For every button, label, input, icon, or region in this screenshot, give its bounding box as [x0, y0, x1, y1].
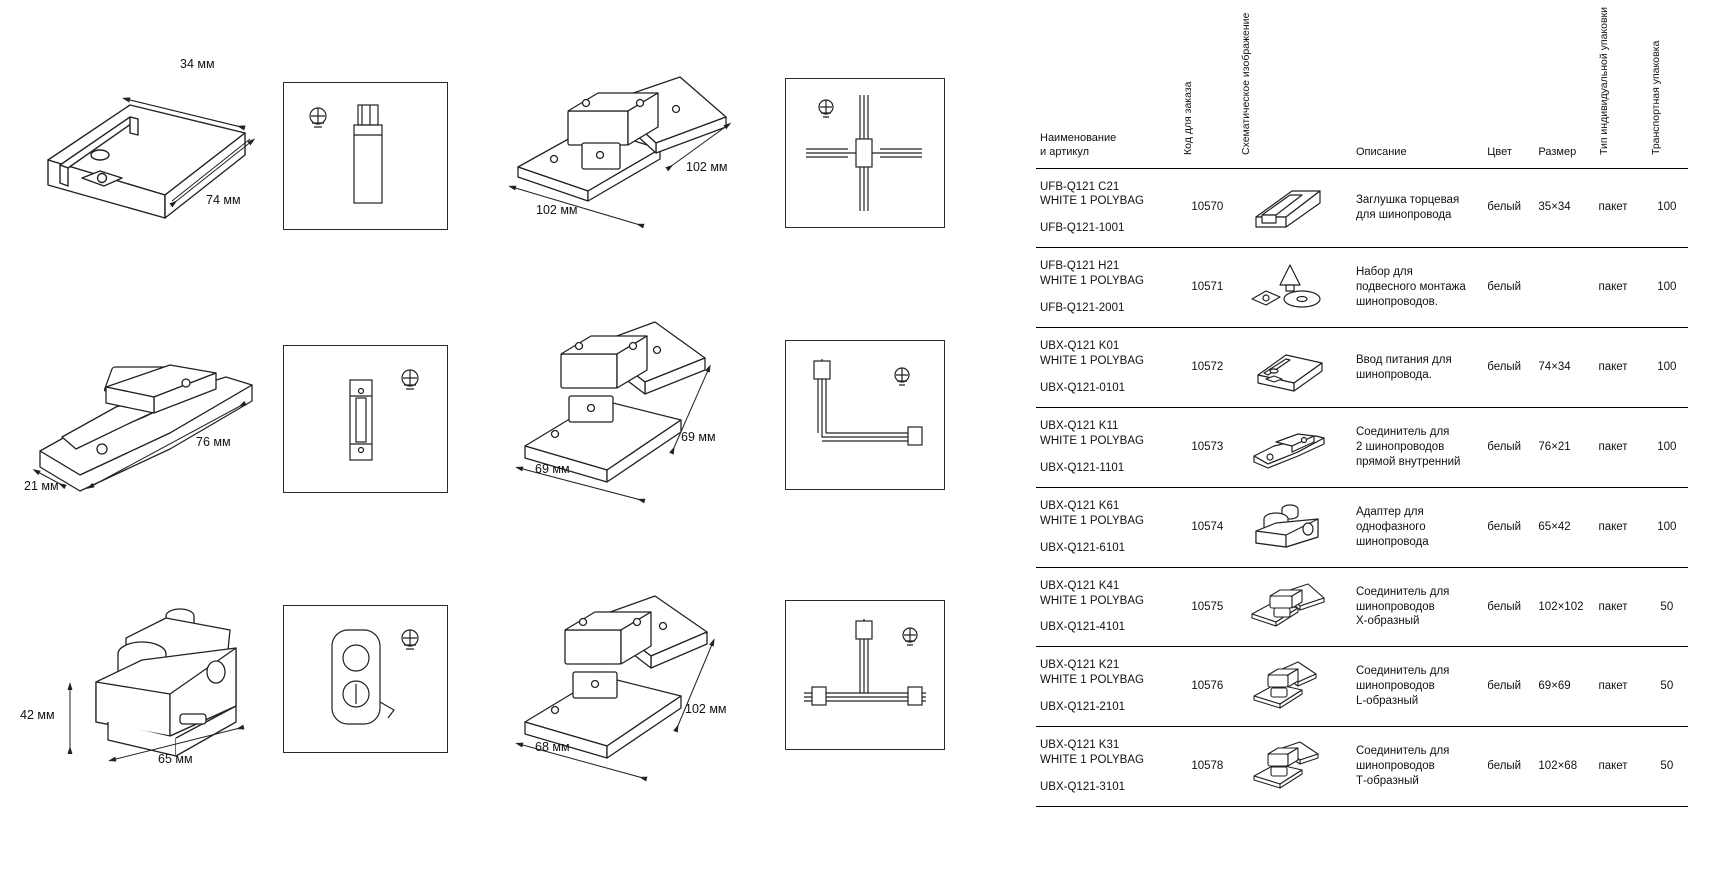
dim-76mm: 76 мм: [196, 435, 231, 449]
cell-name: [1036, 727, 1178, 807]
desc-line3: прямой внутренний: [1355, 455, 1461, 468]
product-article: UBX-Q121-3101: [1040, 781, 1126, 794]
cell-transport-pack: 50: [1660, 680, 1674, 693]
col-header-code-label: Код для заказа: [1182, 81, 1195, 155]
cell-image: [1236, 647, 1352, 727]
desc-line2: шинопровода.: [1355, 368, 1432, 381]
desc-line3: Т-образный: [1355, 775, 1419, 788]
col-header-name-line1: Наименование: [1040, 132, 1117, 144]
dim-34mm: 34 мм: [180, 57, 215, 71]
cell-image: [1236, 168, 1352, 248]
product-name-line1: UFB-Q121 C21: [1040, 180, 1120, 193]
cell-description: [1352, 727, 1483, 807]
dim-69mm-h: 69 мм: [681, 430, 716, 444]
cell-image: [1236, 567, 1352, 647]
cell-size: 69×69: [1538, 680, 1571, 693]
product-name-line2: WHITE 1 POLYBAG: [1040, 754, 1144, 767]
cell-description: [1352, 647, 1483, 727]
product-name-line1: UBX-Q121 K01: [1040, 340, 1120, 353]
cell-size: 65×42: [1538, 520, 1571, 533]
product-article: UBX-Q121-6101: [1040, 541, 1126, 554]
cell-name: [1036, 407, 1178, 487]
product-name-line1: UBX-Q121 K61: [1040, 499, 1120, 512]
cell-size: 102×68: [1538, 760, 1578, 773]
cell-code: 10574: [1191, 520, 1224, 533]
cell-name: [1036, 647, 1178, 727]
col-header-description-label: Описание: [1355, 145, 1407, 158]
cell-pack-type: пакет: [1598, 520, 1628, 533]
desc-line1: Ввод питания для: [1355, 353, 1452, 366]
adapter-icon: [1240, 499, 1336, 555]
drawing-x-connector-schematic-frame: [785, 78, 945, 228]
col-header-size-label: Размер: [1538, 145, 1577, 158]
suspension-kit-icon: [1240, 260, 1336, 316]
product-name-line2: WHITE 1 POLYBAG: [1040, 195, 1144, 208]
desc-line2: для шинопровода: [1355, 208, 1452, 221]
product-article: UFB-Q121-1001: [1040, 222, 1125, 235]
cell-code: 10570: [1191, 201, 1224, 214]
cell-size: [1534, 248, 1594, 328]
cell-pack-type: пакет: [1598, 760, 1628, 773]
cell-name: [1036, 328, 1178, 408]
cell-description: [1352, 567, 1483, 647]
cell-image: [1236, 727, 1352, 807]
cell-description: [1352, 328, 1483, 408]
product-name-line1: UBX-Q121 K21: [1040, 659, 1120, 672]
desc-line2: однофазного: [1355, 520, 1426, 533]
cell-description: [1352, 168, 1483, 248]
cell-color: белый: [1487, 760, 1522, 773]
drawing-t-connector-schematic-frame: [785, 600, 945, 750]
product-name-line2: WHITE 1 POLYBAG: [1040, 514, 1144, 527]
cell-transport-pack: 50: [1660, 600, 1674, 613]
desc-line2: шинопроводов: [1355, 680, 1435, 693]
spec-table-panel: [1028, 0, 1720, 888]
spec-table: [1036, 0, 1688, 807]
cell-code: 10573: [1191, 440, 1224, 453]
cell-color: белый: [1487, 201, 1522, 214]
col-header-color: [1483, 0, 1534, 168]
cell-size: 35×34: [1538, 201, 1571, 214]
product-name-line1: UBX-Q121 K31: [1040, 739, 1120, 752]
cell-code: 10578: [1191, 760, 1224, 773]
desc-line1: Соединитель для: [1355, 425, 1450, 438]
product-name-line1: UFB-Q121 H21: [1040, 260, 1120, 273]
table-row: [1036, 647, 1688, 727]
table-row: [1036, 328, 1688, 408]
desc-line1: Соединитель для: [1355, 665, 1450, 678]
product-name-line2: WHITE 1 POLYBAG: [1040, 355, 1144, 368]
product-name-line2: WHITE 1 POLYBAG: [1040, 594, 1144, 607]
desc-line3: Х-образный: [1355, 615, 1420, 628]
desc-line2: шинопроводов: [1355, 760, 1435, 773]
cell-size: 76×21: [1538, 440, 1571, 453]
product-article: UBX-Q121-1101: [1040, 461, 1125, 474]
desc-line1: Соединитель для: [1355, 745, 1450, 758]
desc-line1: Соединитель для: [1355, 585, 1450, 598]
desc-line1: Набор для: [1355, 266, 1413, 279]
drawing-l-connector-iso: [495, 300, 745, 500]
cell-pack-type: пакет: [1598, 680, 1628, 693]
product-article: UBX-Q121-2101: [1040, 701, 1126, 714]
table-row: [1036, 168, 1688, 248]
cell-color: белый: [1487, 281, 1522, 294]
drawing-t-connector-iso: [495, 580, 745, 780]
l-connector-icon: [1240, 659, 1336, 715]
col-header-image-label: Схематическое изображение: [1240, 12, 1253, 155]
cell-transport-pack: 100: [1657, 440, 1677, 453]
t-connector-icon: [1240, 739, 1336, 795]
col-header-name: [1036, 0, 1178, 168]
product-article: UBX-Q121-0101: [1040, 382, 1126, 394]
power-feed-icon: [1240, 340, 1336, 396]
cell-image: [1236, 407, 1352, 487]
desc-line3: шинопровода: [1355, 535, 1429, 548]
cell-pack-type: пакет: [1598, 361, 1628, 374]
cell-description: [1352, 248, 1483, 328]
cell-size: 102×102: [1538, 600, 1584, 613]
drawing-straight-connector-front-frame: [283, 345, 448, 493]
col-header-description: [1352, 0, 1483, 168]
desc-line1: Адаптер для: [1355, 505, 1424, 518]
table-row: [1036, 567, 1688, 647]
drawing-adapter-front-frame: [283, 605, 448, 753]
dim-68mm: 68 мм: [535, 740, 570, 754]
x-connector-icon: [1240, 579, 1336, 635]
desc-line1: Заглушка торцевая: [1355, 193, 1460, 206]
cell-color: белый: [1487, 361, 1522, 374]
cell-color: белый: [1487, 440, 1522, 453]
dim-74mm: 74 мм: [206, 193, 241, 207]
cell-code: 10571: [1191, 281, 1224, 294]
cell-code: 10575: [1191, 600, 1224, 613]
dim-21mm: 21 мм: [24, 479, 59, 493]
cell-color: белый: [1487, 600, 1522, 613]
product-name-line1: UBX-Q121 K11: [1040, 419, 1119, 432]
drawing-adapter-iso: [20, 590, 280, 780]
cell-pack-type: пакет: [1598, 440, 1628, 453]
product-name-line2: WHITE 1 POLYBAG: [1040, 434, 1144, 447]
cell-transport-pack: 100: [1657, 361, 1677, 374]
cell-image: [1236, 487, 1352, 567]
cell-pack-type: пакет: [1598, 600, 1628, 613]
table-row: [1036, 407, 1688, 487]
cell-transport-pack: 100: [1657, 520, 1677, 533]
straight-connector-icon: [1240, 419, 1336, 475]
product-article: UFB-Q121-2001: [1040, 302, 1125, 315]
spec-table-head: [1036, 0, 1688, 168]
product-name-line1: UBX-Q121 K41: [1040, 579, 1120, 592]
col-header-size: [1534, 0, 1594, 168]
dim-42mm: 42 мм: [20, 708, 55, 722]
table-row: [1036, 248, 1688, 328]
col-header-transport-pack-label: Транспортная упаковка: [1649, 40, 1662, 155]
cell-code: 10576: [1191, 680, 1224, 693]
drawing-straight-connector-iso: [20, 325, 270, 515]
drawing-power-feed-iso: [30, 55, 260, 240]
spec-table-header-row: [1036, 0, 1688, 168]
cell-name: [1036, 168, 1178, 248]
cell-pack-type: пакет: [1598, 201, 1628, 214]
col-header-name-line2: и артикул: [1040, 145, 1089, 158]
cell-size: 74×34: [1538, 361, 1571, 374]
cell-description: [1352, 407, 1483, 487]
end-cap-icon: [1240, 180, 1336, 236]
cell-name: [1036, 487, 1178, 567]
dim-102mm-w: 102 мм: [536, 203, 578, 217]
cell-image: [1236, 328, 1352, 408]
product-article: UBX-Q121-4101: [1040, 621, 1126, 634]
col-header-image: [1236, 0, 1352, 168]
product-name-line2: WHITE 1 POLYBAG: [1040, 674, 1144, 687]
cell-transport-pack: 50: [1660, 760, 1674, 773]
col-header-transport-pack: [1646, 0, 1688, 168]
table-row: [1036, 727, 1688, 807]
table-row: [1036, 487, 1688, 567]
cell-color: белый: [1487, 520, 1522, 533]
col-header-code: [1178, 0, 1236, 168]
col-header-color-label: Цвет: [1487, 145, 1512, 158]
dim-102mm-h: 102 мм: [686, 160, 728, 174]
desc-line3: L-образный: [1355, 695, 1419, 708]
cell-name: [1036, 248, 1178, 328]
drawing-power-feed-front-frame: [283, 82, 448, 230]
desc-line2: шинопроводов: [1355, 600, 1435, 613]
cell-description: [1352, 487, 1483, 567]
cell-pack-type: пакет: [1598, 281, 1628, 294]
product-name-line2: WHITE 1 POLYBAG: [1040, 275, 1144, 288]
desc-line2: 2 шинопроводов: [1355, 440, 1445, 453]
cell-transport-pack: 100: [1657, 281, 1677, 294]
spec-table-body: [1036, 168, 1688, 807]
drawing-x-connector-iso: [490, 55, 740, 245]
desc-line2: подвесного монтажа: [1355, 281, 1466, 294]
dim-65mm: 65 мм: [158, 752, 193, 766]
cell-image: [1236, 248, 1352, 328]
cell-color: белый: [1487, 680, 1522, 693]
cell-transport-pack: 100: [1657, 201, 1677, 214]
dim-102mm-t: 102 мм: [685, 702, 727, 716]
desc-line3: шинопроводов.: [1355, 296, 1438, 309]
cell-code: 10572: [1191, 361, 1224, 374]
dim-69mm-w: 69 мм: [535, 462, 570, 476]
col-header-pack-type: [1594, 0, 1645, 168]
cell-name: [1036, 567, 1178, 647]
drawing-l-connector-schematic-frame: [785, 340, 945, 490]
col-header-pack-type-label: Тип индивидуальной упаковки: [1598, 6, 1611, 155]
